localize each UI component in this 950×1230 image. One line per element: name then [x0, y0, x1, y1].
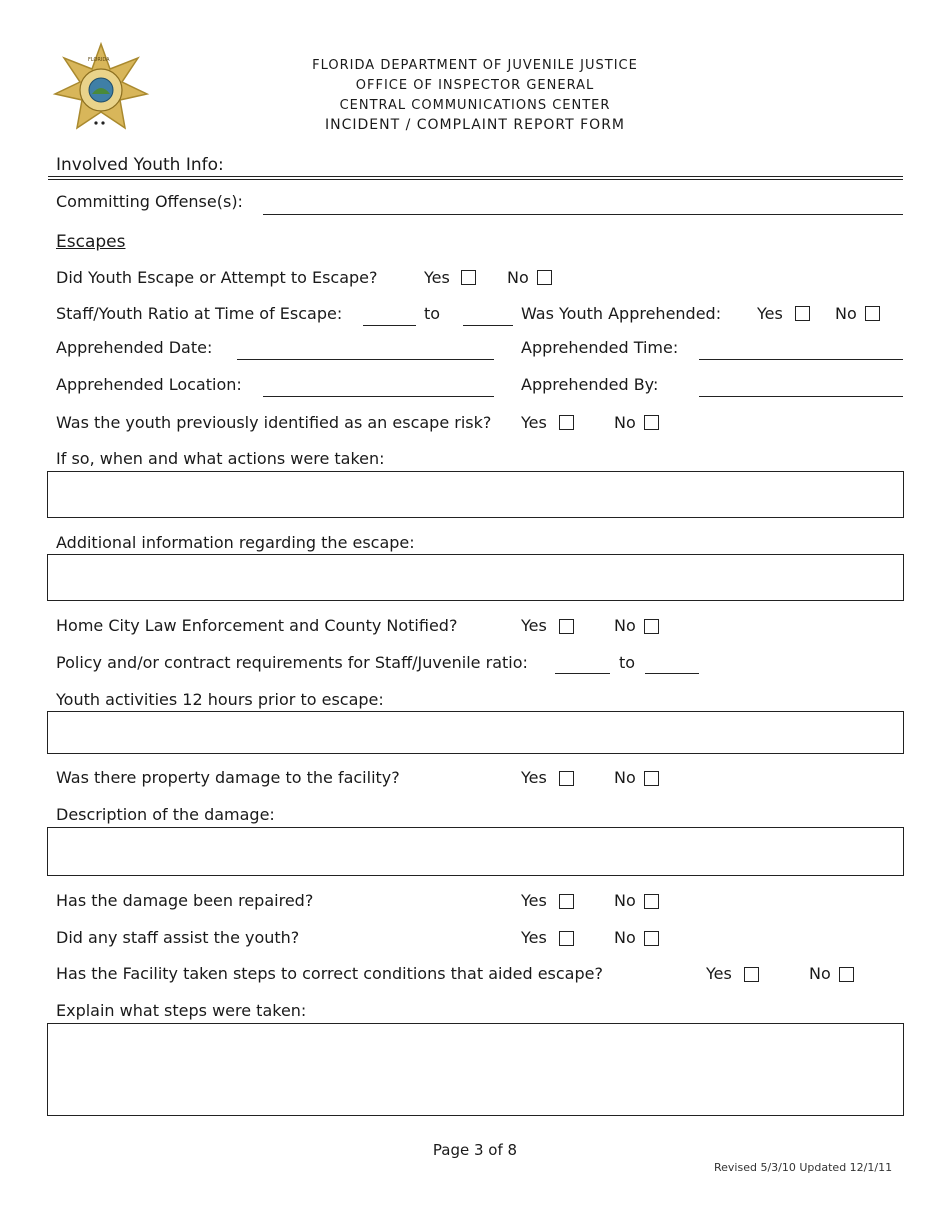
explain-steps-label: Explain what steps were taken:: [56, 1001, 307, 1020]
committing-offense-label: Committing Offense(s):: [56, 192, 243, 211]
home-city-yes-checkbox[interactable]: [559, 619, 574, 634]
section-divider-2: [48, 179, 903, 180]
activities-textbox[interactable]: [47, 711, 904, 754]
facility-steps-no-checkbox[interactable]: [839, 967, 854, 982]
policy-ratio-to-label: to: [619, 653, 636, 672]
home-city-label: Home City Law Enforcement and County Notified?: [56, 616, 458, 635]
activities-label: Youth activities 12 hours prior to escape:: [56, 690, 384, 709]
ratio-staff-field[interactable]: [363, 325, 416, 326]
header-line-1: FLORIDA DEPARTMENT OF JUVENILE JUSTICE: [312, 58, 638, 73]
apprehended-by-field[interactable]: [699, 396, 903, 397]
if-so-label: If so, when and what actions were taken:: [56, 449, 385, 468]
apprehended-location-field[interactable]: [263, 396, 494, 397]
section-title: Involved Youth Info:: [56, 155, 224, 175]
dept-seal-logo: [52, 42, 150, 136]
staff-assist-yes-label: Yes: [521, 928, 547, 947]
damage-repaired-no-label: No: [614, 891, 636, 910]
damage-desc-label: Description of the damage:: [56, 805, 275, 824]
did-escape-no-label: No: [507, 268, 529, 287]
if-so-textbox[interactable]: [47, 471, 904, 518]
facility-steps-yes-label: Yes: [706, 964, 732, 983]
property-damage-label: Was there property damage to the facility?: [56, 768, 400, 787]
damage-repaired-label: Has the damage been repaired?: [56, 891, 314, 910]
apprehended-label: Was Youth Apprehended:: [521, 304, 722, 323]
apprehended-time-label: Apprehended Time:: [521, 338, 679, 357]
staff-assist-no-label: No: [614, 928, 636, 947]
damage-repaired-yes-label: Yes: [521, 891, 547, 910]
ratio-youth-field[interactable]: [463, 325, 513, 326]
escape-risk-yes-label: Yes: [521, 413, 547, 432]
escape-risk-label: Was the youth previously identified as an escape risk?: [56, 413, 492, 432]
ratio-to-label: to: [424, 304, 441, 323]
escape-risk-no-checkbox[interactable]: [644, 415, 659, 430]
did-escape-yes-label: Yes: [424, 268, 450, 287]
page-number: Page 3 of 8: [432, 1141, 518, 1159]
policy-ratio-youth-field[interactable]: [645, 673, 699, 674]
staff-assist-yes-checkbox[interactable]: [559, 931, 574, 946]
property-damage-no-checkbox[interactable]: [644, 771, 659, 786]
staff-assist-label: Did any staff assist the youth?: [56, 928, 300, 947]
facility-steps-yes-checkbox[interactable]: [744, 967, 759, 982]
policy-ratio-staff-field[interactable]: [555, 673, 610, 674]
home-city-no-label: No: [614, 616, 636, 635]
staff-assist-no-checkbox[interactable]: [644, 931, 659, 946]
header-line-2: OFFICE OF INSPECTOR GENERAL: [355, 78, 595, 93]
apprehended-no-checkbox[interactable]: [865, 306, 880, 321]
property-damage-yes-checkbox[interactable]: [559, 771, 574, 786]
apprehended-by-label: Apprehended By:: [521, 375, 659, 394]
additional-info-label: Additional information regarding the escape:: [56, 533, 415, 552]
did-escape-no-checkbox[interactable]: [537, 270, 552, 285]
damage-repaired-no-checkbox[interactable]: [644, 894, 659, 909]
home-city-no-checkbox[interactable]: [644, 619, 659, 634]
did-escape-yes-checkbox[interactable]: [461, 270, 476, 285]
property-damage-yes-label: Yes: [521, 768, 547, 787]
apprehended-no-label: No: [835, 304, 857, 323]
header-line-3: CENTRAL COMMUNICATIONS CENTER: [339, 98, 611, 113]
home-city-yes-label: Yes: [521, 616, 547, 635]
property-damage-no-label: No: [614, 768, 636, 787]
did-escape-label: Did Youth Escape or Attempt to Escape?: [56, 268, 378, 287]
policy-ratio-label: Policy and/or contract requirements for Staff/Juvenile ratio:: [56, 653, 528, 672]
additional-info-textbox[interactable]: [47, 554, 904, 601]
ratio-label: Staff/Youth Ratio at Time of Escape:: [56, 304, 343, 323]
revision-note: Revised 5/3/10 Updated 12/1/11: [714, 1161, 893, 1174]
apprehended-yes-label: Yes: [757, 304, 783, 323]
damage-desc-textbox[interactable]: [47, 827, 904, 876]
apprehended-location-label: Apprehended Location:: [56, 375, 242, 394]
escape-risk-yes-checkbox[interactable]: [559, 415, 574, 430]
escape-risk-no-label: No: [614, 413, 636, 432]
apprehended-time-field[interactable]: [699, 359, 903, 360]
damage-repaired-yes-checkbox[interactable]: [559, 894, 574, 909]
committing-offense-field[interactable]: [263, 214, 903, 215]
explain-steps-textbox[interactable]: [47, 1023, 904, 1116]
header-form-title: INCIDENT / COMPLAINT REPORT FORM: [324, 117, 626, 133]
facility-steps-no-label: No: [809, 964, 831, 983]
apprehended-yes-checkbox[interactable]: [795, 306, 810, 321]
section-divider: [48, 176, 903, 177]
apprehended-date-label: Apprehended Date:: [56, 338, 213, 357]
seal-text: FLORIDA: [88, 57, 110, 63]
apprehended-date-field[interactable]: [237, 359, 494, 360]
facility-steps-label: Has the Facility taken steps to correct conditions that aided escape?: [56, 964, 603, 983]
escapes-heading: Escapes: [56, 232, 126, 252]
